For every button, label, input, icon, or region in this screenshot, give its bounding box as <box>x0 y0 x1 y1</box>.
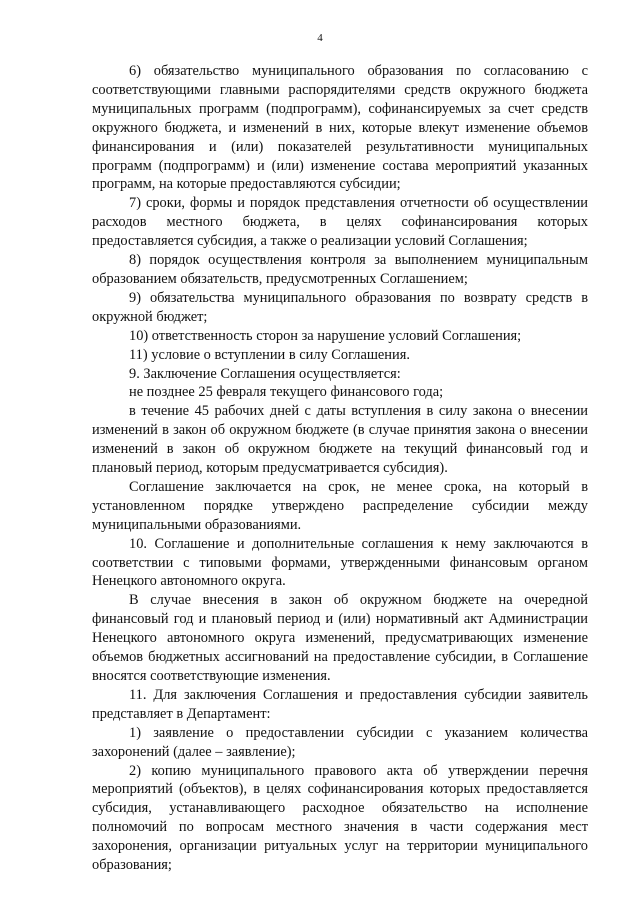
paragraph-clause-11: 11. Для заключения Соглашения и предоставления субсидии заявитель представляет в Департамент: <box>92 686 588 722</box>
paragraph-item-7: 7) сроки, формы и порядок представления отчетности об осуществлении расходов местного бюджета, в целях софинансирования которых предоставляется субсидия, а также о реализации условий Соглашения; <box>92 195 588 250</box>
paragraph-deadline-2: в течение 45 рабочих дней с даты вступления в силу закона о внесении изменений в закон об окружном бюджете (в случае принятия закона о внесении изменений в закон об окружном бюджете на текущий финансовый год и плановый период, которым предусматривается субсидия). <box>92 403 588 477</box>
paragraph-deadline-1: не позднее 25 февраля текущего финансового года; <box>129 384 444 401</box>
paragraph-agreement-term: Соглашение заключается на срок, не менее срока, на который в установленном порядке утверждено распределение субсидии между муниципальными образованиями. <box>92 478 588 533</box>
paragraph-item-11: 11) условие о вступлении в силу Соглашения. <box>129 346 410 363</box>
paragraph-item-9: 9) обязательства муниципального образования по возврату средств в окружной бюджет; <box>92 289 588 325</box>
page-number: 4 <box>317 32 323 44</box>
paragraph-doc-2: 2) копию муниципального правового акта об утверждении перечня мероприятий (объектов), в целях софинансирования которых предоставляется субсидия, устанавливающего расходное обязательство на исполнение полномочий по вопросам местного значения в части содержания мест захоронения, организации ритуальных услуг на территории муниципального образования; <box>92 762 588 874</box>
paragraph-clause-9: 9. Заключение Соглашения осуществляется: <box>129 365 401 382</box>
paragraph-item-8: 8) порядок осуществления контроля за выполнением муниципальным образованием обязательств, предусмотренных Соглашением; <box>92 252 588 287</box>
document-body <box>92 62 588 875</box>
paragraph-doc-1: 1) заявление о предоставлении субсидии с указанием количества захоронений (далее – заявление); <box>92 724 588 760</box>
paragraph-clause-10: 10. Соглашение и дополнительные соглашения к нему заключаются в соответствии с типовыми формами, утвержденными финансовым органом Ненецкого автономного округа. <box>92 535 588 590</box>
paragraph-amendments: В случае внесения в закон об окружном бюджете на очередной финансовый год и плановый период и (или) нормативный акт Администрации Ненецкого автономного округа изменений, предусматривающих изменение объемов бюджетных ассигнований на предоставление субсидии, в Соглашение вносятся соответствующие изменения. <box>92 592 588 684</box>
paragraph-item-10: 10) ответственность сторон за нарушение условий Соглашения; <box>129 327 522 344</box>
paragraph-item-6: 6) обязательство муниципального образования по согласованию с соответствующими главными распорядителями средств окружного бюджета муниципальных программ (подпрограмм), софинансируемых за счет средств окружного бюджета, и изменений в них, которые влекут изменение объемов финансирования и (или) показателей результативности муниципальных программ (подпрограмм) и (или) изменение состава мероприятий указанных программ, на которые предоставляются субсидии; <box>92 63 588 193</box>
